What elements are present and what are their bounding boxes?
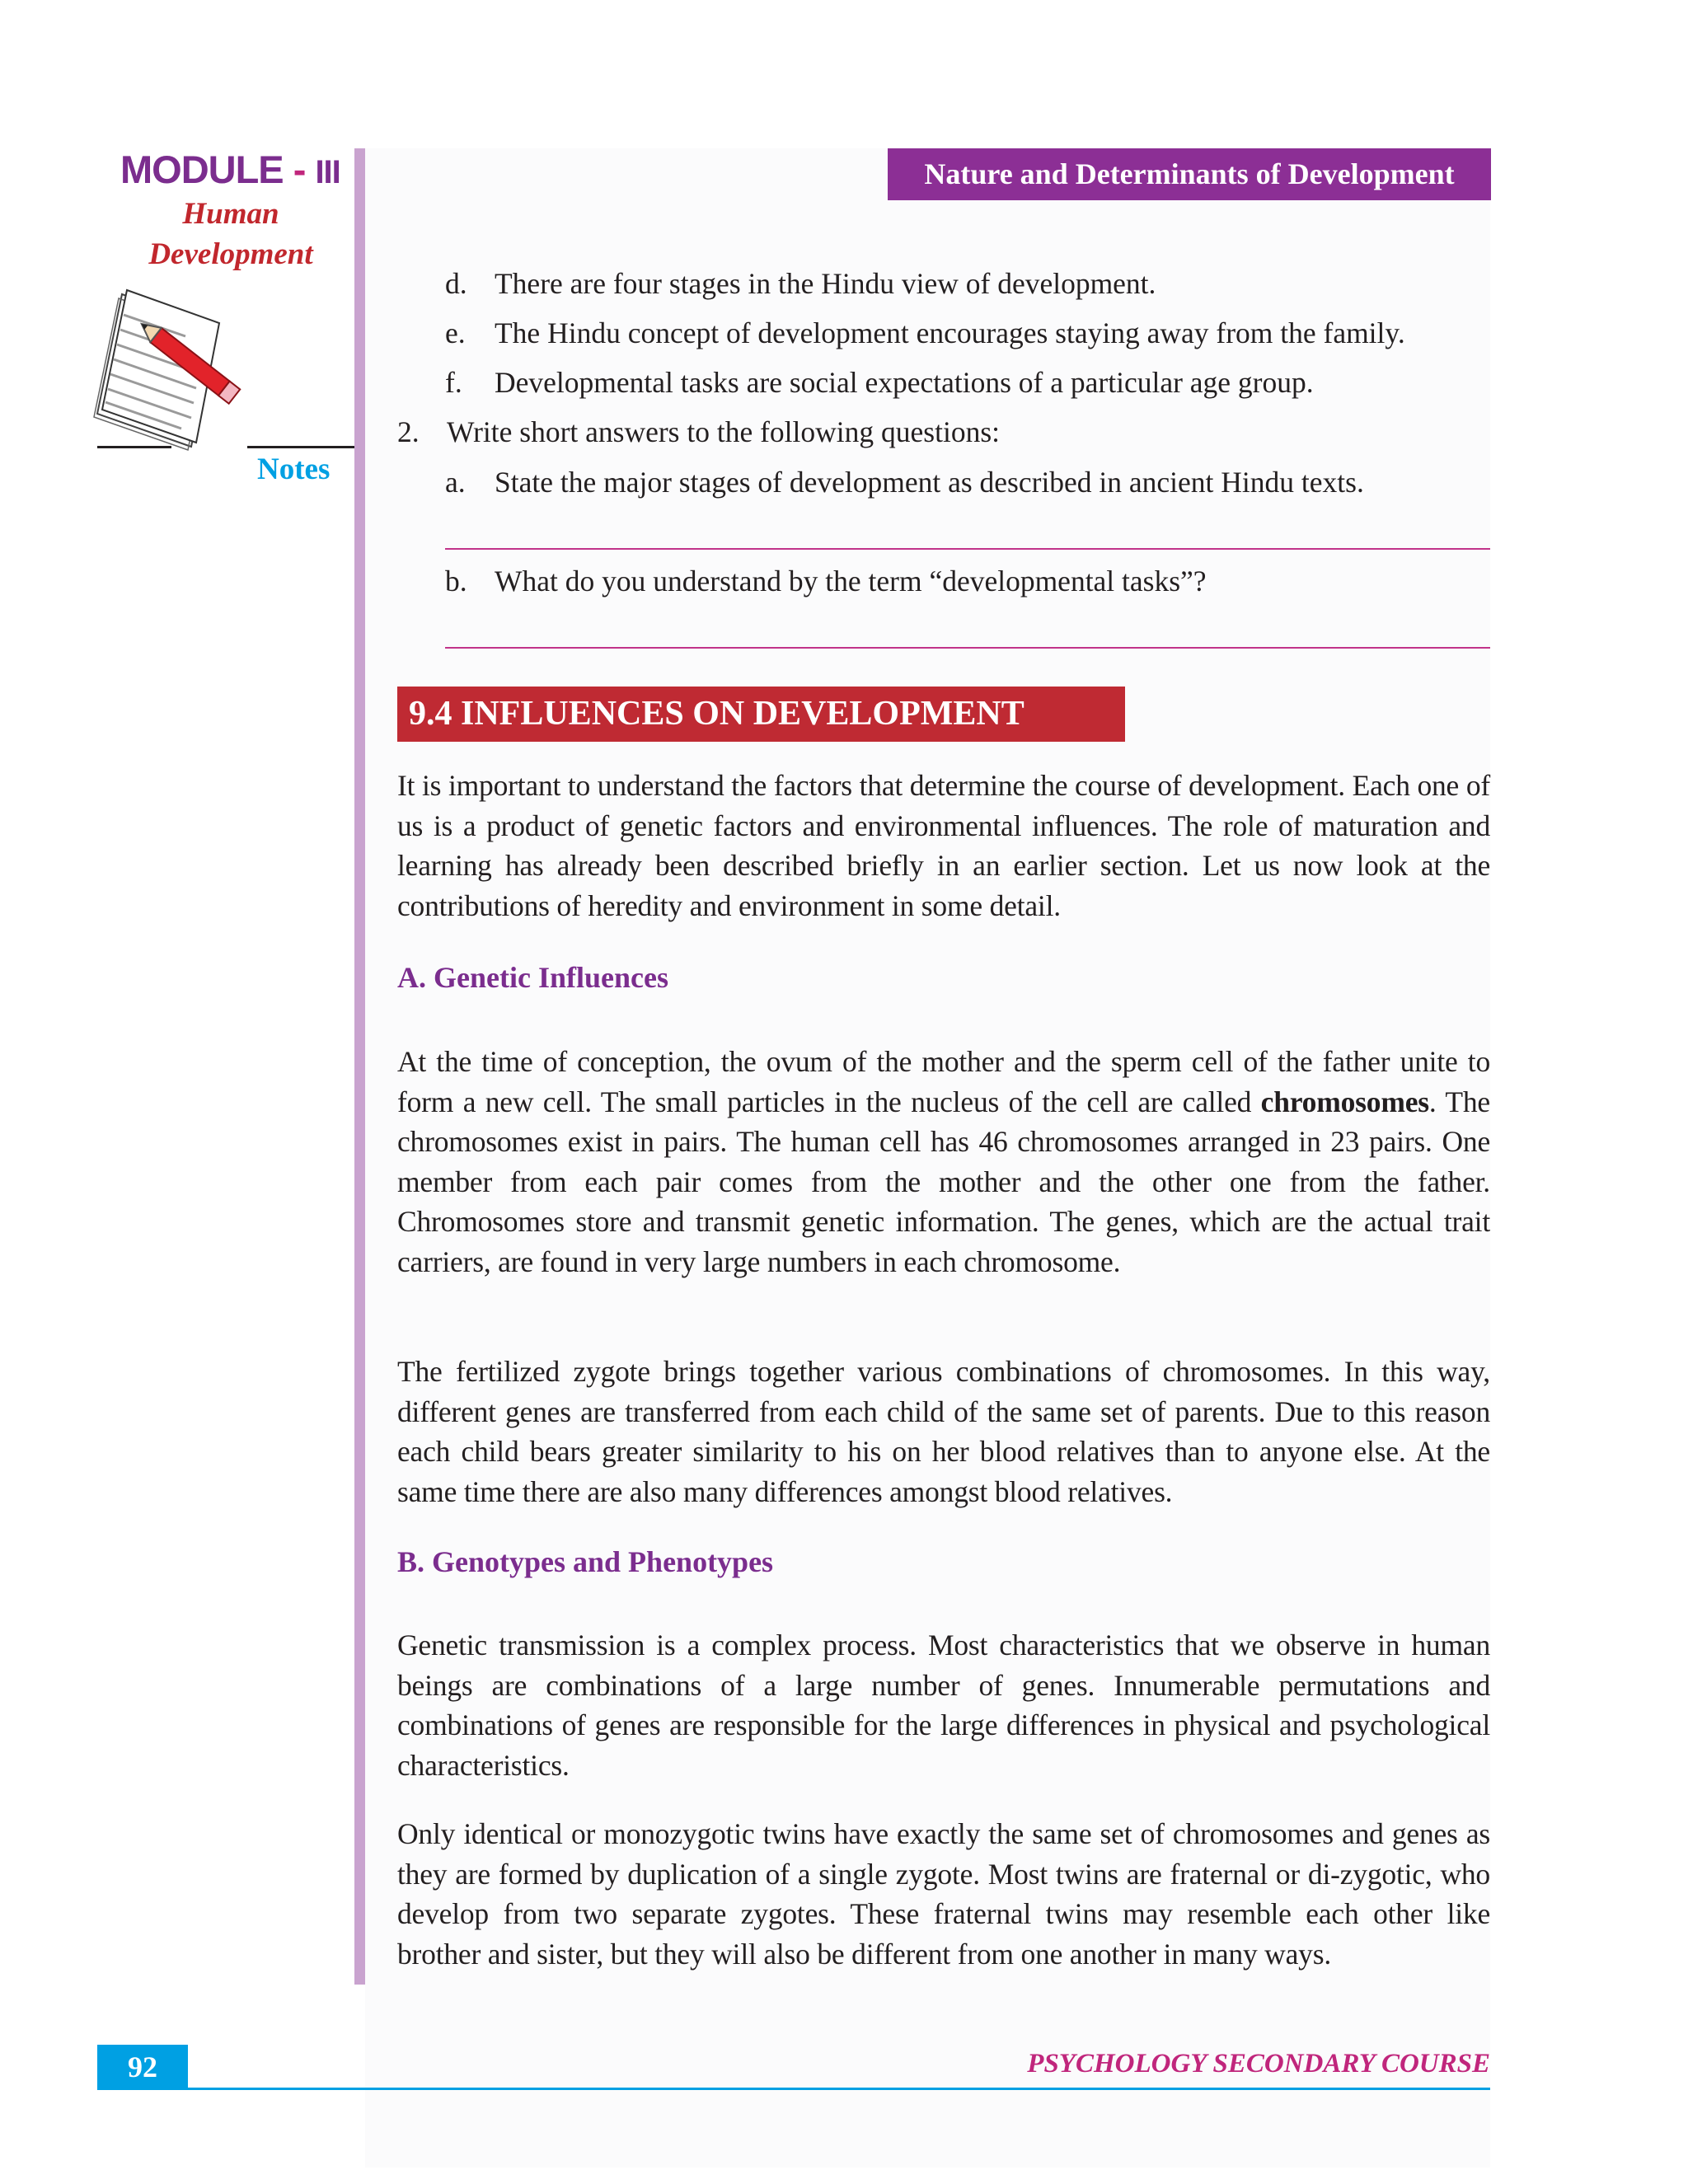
section-heading: 9.4 INFLUENCES ON DEVELOPMENT <box>397 687 1125 742</box>
paragraph-genetic-2: The fertilized zygote brings together various combinations of chromosomes. In this way, different genes are transferred from each child of the same set of parents. Due to this reason each child bears greater similarity to his on her blood relatives than to anyone else. At the same time there are also many differences amongst blood relatives. <box>397 1355 1490 1508</box>
notes-pencil-icon <box>91 282 272 455</box>
exercise-item-d: d. There are four stages in the Hindu view of development. <box>445 267 1156 300</box>
paragraph-genotypes-1: Genetic transmission is a complex process. Most characteristics that we observe in human beings are combinations of a large number of genes. Innumerable permutations and combinations of genes are responsible for the large differences in physical and psychological characteristics. <box>397 1629 1490 1782</box>
notes-divider-left <box>97 446 171 448</box>
intro-paragraph: It is important to understand the factors that determine the course of development. Each one of us is a product of genetic factors and environmental influences. The role of maturation and learning has already been described briefly in an earlier section. Let us now look at the contributions of heredity and environment in some detail. <box>397 769 1490 922</box>
course-title: PSYCHOLOGY SECONDARY COURSE <box>1027 2049 1490 2079</box>
module-title: MODULE - III <box>120 148 340 191</box>
question-2a: a. State the major stages of development as described in ancient Hindu texts. <box>445 466 1364 499</box>
notes-divider-right <box>247 446 356 448</box>
page-number: 92 <box>97 2045 188 2090</box>
question-2: 2. Write short answers to the following questions: <box>397 415 1000 448</box>
paragraph-genetic-1: At the time of conception, the ovum of the mother and the sperm cell of the father unite to form a new cell. The small particles in the nucleus of the cell are called chromosomes. The chromosomes exist in pairs. The human cell has 46 chromosomes arranged in 23 pairs. One member from each pair comes from the mother and the other one from the father. Chromosomes store and transmit genetic information. The genes, which are the actual trait carriers, are found in very large numbers in each chromosome. <box>397 1045 1490 1278</box>
chapter-header: Nature and Determinants of Development <box>888 148 1491 200</box>
footer-rule <box>188 2088 1490 2090</box>
answer-line-a[interactable] <box>445 548 1490 550</box>
notes-label: Notes <box>257 452 331 486</box>
module-subtitle-line2: Development <box>148 237 313 271</box>
subheading-genetic-influences: A. Genetic Influences <box>397 961 668 994</box>
exercise-item-e: e. The Hindu concept of development encourages staying away from the family. <box>445 316 1405 349</box>
exercise-list-1 <box>445 259 1405 407</box>
paragraph-genotypes-2: Only identical or monozygotic twins have exactly the same set of chromosomes and genes as they are formed by duplication of a single zygote. Most twins are fraternal or di-zygotic, who develop from two separate zygotes. These fraternal twins may resemble each other like brother and sister, but they will also be different from one another in many ways. <box>397 1817 1490 1971</box>
question-2b: b. What do you understand by the term “developmental tasks”? <box>445 565 1207 598</box>
module-subtitle-line1: Human <box>182 197 279 231</box>
subheading-genotypes-phenotypes: B. Genotypes and Phenotypes <box>397 1545 774 1578</box>
answer-line-b[interactable] <box>445 647 1490 649</box>
term-chromosomes: chromosomes <box>1260 1085 1429 1118</box>
margin-vertical-bar <box>354 148 365 1985</box>
exercise-item-f: f. Developmental tasks are social expectations of a particular age group. <box>445 366 1314 399</box>
